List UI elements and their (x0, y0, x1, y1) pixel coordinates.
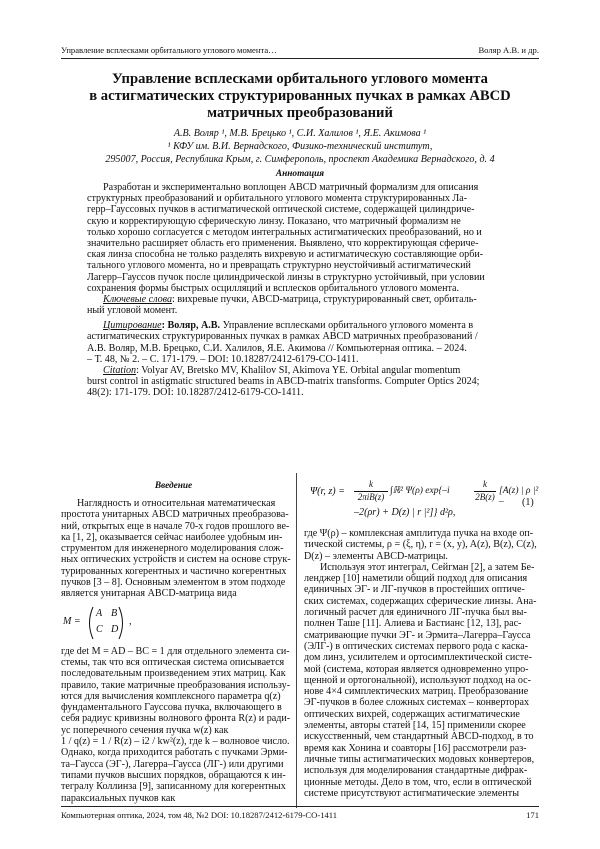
intro-line: ус поперечного сечения пучка w(z) как (61, 724, 229, 736)
paper-title (61, 71, 539, 122)
intro-line: параксиальных пучков как (61, 792, 176, 804)
abstract-heading: Аннотация (275, 169, 325, 179)
matrix-equation (61, 604, 291, 642)
right-line: ленджер [10] наметили общий подход для описания (304, 573, 528, 585)
matrix-lhs: M = (63, 615, 81, 627)
right-line: оптических вихрей, содержащих астигматические (304, 708, 520, 720)
title-line: матричных преобразований (207, 105, 393, 121)
eq-frac1-num: k (369, 479, 373, 489)
affiliation-line: ¹ КФУ им. В.И. Вернадского, Физико-технический институт, (167, 141, 433, 152)
abstract-line: скую и корректирующую сферическую линзу. Показано, что матричный формализм не (87, 215, 461, 227)
right-line: логичный расчет для единичного ЛГ-пучка был вы- (304, 607, 527, 619)
right-line: личные типы астигматических модовых конвертеров, (304, 753, 535, 765)
title-line: в астигматических структурированных пучках в рамках ABCD (89, 88, 511, 104)
page-footer (61, 806, 539, 821)
citation-label: Цитирование (103, 320, 162, 332)
citation-en-text: : Volyar AV, Bretsko MV, Khalilov SI, Akimova YE. Orbital angular momentum (136, 365, 461, 376)
citation-line (87, 320, 516, 331)
citation-en-line: 48(2): 171-179. DOI: 10.18287/2412-6179-CO-1411. (87, 387, 304, 399)
title-line: Управление всплесками орбитального углового момента (112, 71, 488, 87)
right-line: нове 4×4 симплектических матриц. Преобразование (304, 686, 529, 698)
intro-line: ний, открытых еще в начале 70-х годов прошлого ве- (61, 520, 290, 532)
citation-line: А.В. Воляр, М.В. Брецько, С.И. Халилов, Я.Е. Акимова // Компьютерная оптика. – 2024. (87, 342, 467, 354)
right-line: ЭГ-пучков в более сложных системах – конверторах (304, 697, 530, 709)
intro-line: правило, такие матричные преобразования использу- (61, 679, 291, 691)
intro-line: струментом для инженерного моделирования слож- (61, 543, 284, 555)
right-line: искусственный, чем стандартный ABCD-подход, в то (304, 731, 534, 743)
right-line: щенной и ортогональной), используют подход на ос- (304, 674, 531, 686)
intro-line: тегралу Коллинза [9], записанному для когерентных (61, 781, 286, 793)
abstract-line: только хорошо согласуется с методом интегральных астигматических преобразований, но и (87, 226, 482, 238)
eq-integral: ∫ℝ² Ψ(ρ) exp{–i (390, 486, 450, 496)
eq-line2: –2(ρr) + D(z) | r |²]} d²ρ, (354, 507, 456, 518)
matrix-brackets (85, 605, 127, 641)
abstract-line: ская линза способна не только разделять вихревую и астигматическую составляющие орби- (87, 249, 484, 261)
right-line: единичных ЭГ- и ЛГ-пучков в простейших оптиче- (304, 584, 525, 596)
right-line: Используя этот интеграл, Сейгман [2], а затем Бе- (320, 561, 535, 573)
intro-line: себя радиус кривизны волнового фронта R(z) и ради- (61, 713, 291, 725)
intro-line: 1 / q(z) = 1 / R(z) – i2 / kw²(z), где k – волновое число. (61, 736, 290, 748)
matrix-c: C (96, 623, 103, 635)
equation-1 (304, 480, 540, 524)
eq-frac2-den: 2B(z) (475, 492, 495, 502)
abstract-line: значительно расширяет область его применения. Выявлено, что корректирующая сфериче- (87, 237, 479, 249)
keywords-line: ный угловой момент. (87, 305, 178, 317)
intro-line: та–Гаусса (ЭГ-), Лагерра–Гаусса (ЛГ-) или другими (61, 758, 284, 770)
matrix-a: A (96, 607, 103, 619)
right-column (304, 480, 540, 799)
intro-line: является унитарная ABCD-матрица вида (61, 588, 237, 600)
author-names: А.В. Воляр ¹, М.В. Брецько ¹, С.И. Халилов ¹, Я.Е. Акимова ¹ (173, 128, 427, 139)
left-column (61, 498, 291, 804)
abstract-line: структурных преобразований и орбитального углового момента структурированных Ла- (87, 193, 468, 205)
right-line: ционные методы. Дело в том, что, если в оптической (304, 776, 532, 788)
citation-line: астигматических структурированных пучках в рамках ABCD матричных преобразований / (87, 331, 478, 343)
running-header-right: Воляр А.В. и др. (478, 45, 539, 55)
right-line: системе присутствуют астигматические элементы (304, 787, 519, 799)
right-line: D(z) – элементы ABCD-матрицы. (304, 550, 448, 562)
abstract-line: тального углового момента, но и превращать структурно неустойчивый астигматический (87, 260, 471, 272)
abstract-line: Разработан и экспериментально воплощен ABCD матричный формализм для описания (103, 182, 479, 193)
right-line: время как Хонина и соавторы [16] рассмотрели раз- (304, 742, 527, 754)
footer-journal: Компьютерная оптика, 2024, том 48, №2 DOI: 10.18287/2412-6179-CO-1411 (61, 810, 338, 820)
intro-line: Наглядность и относительная математическая (77, 498, 276, 509)
abstract-block (87, 182, 516, 399)
intro-line: ются для вычисления комплексного параметра q(z) (61, 690, 281, 702)
eq-frac1-den: 2πiB(z) (357, 492, 385, 502)
right-line: мой (система, которая является одновременно упро- (304, 663, 529, 675)
citation-authors: : Воляр, А.В. (161, 320, 221, 332)
right-line: используя для моделирования стандартные дифрак- (304, 765, 528, 777)
affiliation-address: 295007, Россия, Республика Крым, г. Симферополь, проспект Академика Вернадского, д. 4 (105, 154, 495, 165)
running-header-left: Управление всплесками орбитального углового момента… (61, 45, 277, 55)
abstract-line: герр–Гауссовых пучков в астигматической оптической системе, содержащей цилиндриче- (87, 204, 475, 216)
intro-line: ка [1, 2], оказывается сейчас наиболее удобным ин- (61, 531, 283, 543)
intro-heading: Введение (154, 481, 193, 491)
matrix-d: D (111, 623, 119, 635)
intro-line: стемы, так что вся оптическая система описывается (61, 656, 285, 668)
right-line: ских системах, содержащих сферические линзы. Ана- (304, 595, 537, 607)
matrix-comma: , (129, 615, 132, 627)
right-line: полнен Таше [11]. Алиева и Бастианс [12, 13], рас- (304, 618, 522, 630)
matrix-b: B (111, 607, 118, 619)
page-number: 171 (526, 810, 539, 820)
intro-line: фундаментального Гауссова пучка, включающего в (61, 702, 282, 714)
abstract-line: Лагерр–Гауссов пучок после цилиндрической линзы в структурно устойчивый, при условии (87, 271, 485, 283)
intro-line: простота унитарных ABCD матричных преобразова- (61, 509, 289, 521)
abstract-line: сохранения формы быстрых осцилляций и всплесков орбитального углового момента. (87, 282, 460, 294)
keywords-line (87, 294, 516, 305)
citation-text: Управление всплесками орбитального углового момента в (220, 320, 474, 332)
right-line: сматривающие пучки ЭГ- и Эрмита–Лагерра–Гаусса (304, 629, 531, 641)
citation-line: – Т. 48, № 2. – С. 171-179. – DOI: 10.18287/2412-6179-CO-1411. (87, 353, 359, 365)
intro-line: где det M = AD – BC = 1 для отдельного элемента си- (61, 645, 290, 657)
running-header (61, 44, 539, 59)
column-separator (296, 473, 297, 808)
keywords-label: Ключевые слова (103, 293, 173, 305)
intro-line: типами пучков высших порядков, обращаются к ин- (61, 769, 286, 781)
eq-tail: [A(z) | ρ |² – (499, 486, 539, 508)
intro-line: турированных когерентных и частично когерентных (61, 565, 287, 577)
eq-frac2-num: k (483, 479, 487, 489)
right-line: (ЭЛГ-) в оптических системах первого рода с каска- (304, 640, 529, 652)
intro-line: ных оптических устройств и систем на основе струк- (61, 554, 291, 566)
citation-en-label: Citation (103, 365, 137, 376)
right-line: где Ψ(ρ) – комплексная амплитуда пучка на входе оп- (304, 528, 534, 539)
citation-en-line (87, 365, 516, 376)
keywords-text: : вихревые пучки, ABCD-матрица, структурированный свет, орбиталь- (172, 293, 477, 305)
intro-line: Однако, когда приходится работать с пучками Эрми- (61, 747, 288, 759)
citation-en-line: burst control in astigmatic structured beams in ABCD-matrix transforms. Computer Optics 2024; (87, 376, 480, 388)
authors-block (61, 127, 539, 166)
right-line: тической системы, ρ = (ξ, η), r = (x, y), A(z), B(z), C(z), (304, 539, 537, 551)
intro-line: последовательным произведением этих матриц. Как (61, 668, 286, 680)
intro-line: пучков [3 – 8]. Основным элементом в этом подходе (61, 577, 286, 589)
eq-lhs: Ψ(r, z) = (310, 486, 345, 497)
eq-number: (1) (522, 497, 534, 508)
right-line: дом линз, усилителем и ортосимплектической систе- (304, 652, 532, 664)
right-line: элементы, авторы статей [14, 15] применили скорее (304, 720, 526, 732)
